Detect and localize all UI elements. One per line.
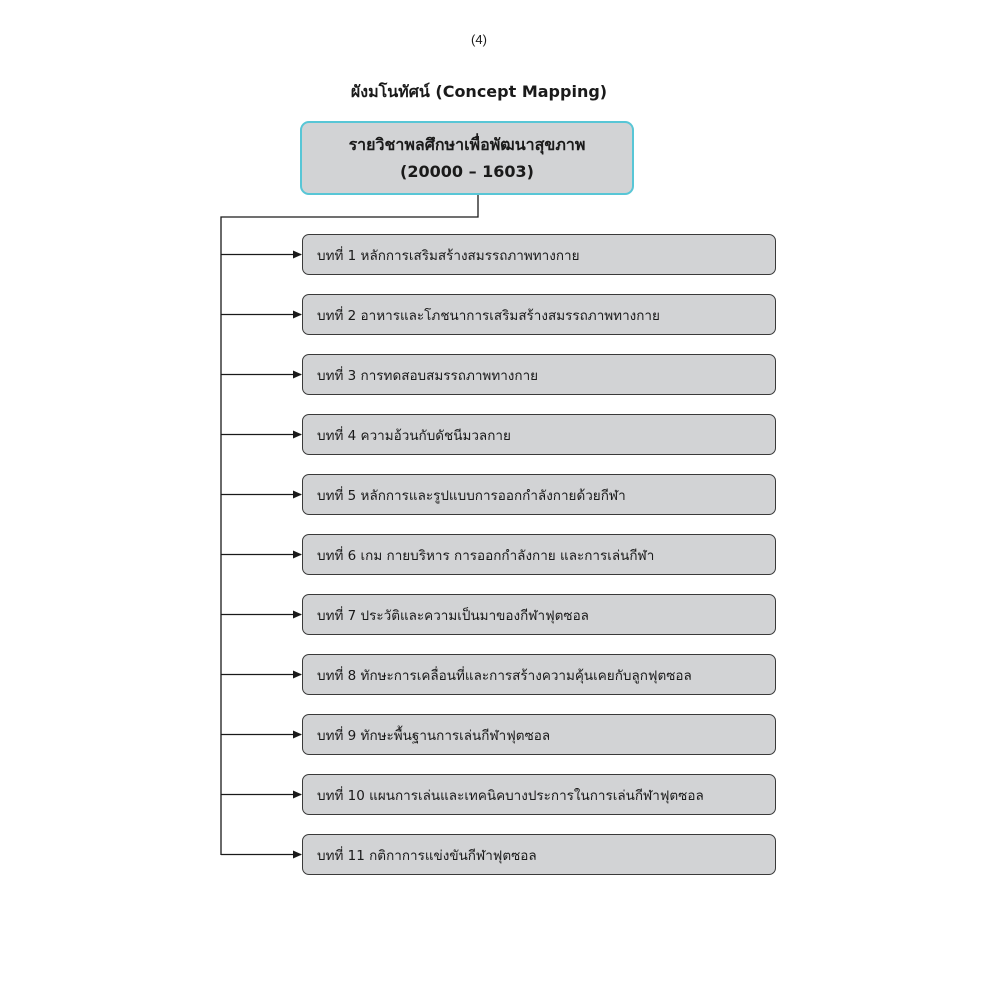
chapter-label: บทที่ 9 ทักษะพื้นฐานการเล่นกีฬาฟุตซอล — [317, 727, 551, 744]
chapter-label: บทที่ 4 ความอ้วนกับดัชนีมวลกาย — [317, 427, 511, 444]
chapter-label: บทที่ 5 หลักการและรูปแบบการออกกำลังกายด้วยกีฬา — [317, 487, 626, 504]
root-title: รายวิชาพลศึกษาเพื่อพัฒนาสุขภาพ — [348, 135, 586, 154]
chapter-label: บทที่ 3 การทดสอบสมรรถภาพทางกาย — [317, 367, 539, 384]
root-code: (20000 – 1603) — [400, 162, 534, 181]
chapter-box-3 — [302, 354, 776, 395]
chapter-box-10 — [302, 774, 776, 815]
chapter-box-6 — [302, 534, 776, 575]
chapter-box-7 — [302, 594, 776, 635]
page-number: (4) — [471, 32, 487, 47]
chapter-label: บทที่ 8 ทักษะการเคลื่อนที่และการสร้างความคุ้นเคยกับลูกฟุตซอล — [317, 667, 692, 684]
chapter-label: บทที่ 7 ประวัติและความเป็นมาของกีฬาฟุตซอล — [317, 607, 589, 624]
chapter-box-5 — [302, 474, 776, 515]
chapter-box-9 — [302, 714, 776, 755]
arrows-group — [221, 255, 301, 855]
chapter-box-11 — [302, 834, 776, 875]
chapter-label: บทที่ 1 หลักการเสริมสร้างสมรรถภาพทางกาย — [317, 247, 580, 264]
chapter-box-2 — [302, 294, 776, 335]
chapter-box-8 — [302, 654, 776, 695]
chapter-label: บทที่ 10 แผนการเล่นและเทคนิคบางประการในการเล่นกีฬาฟุตซอล — [317, 787, 704, 804]
page-title: ผังมโนทัศน์ (Concept Mapping) — [350, 82, 608, 101]
chapter-label: บทที่ 2 อาหารและโภชนาการเสริมสร้างสมรรถภาพทางกาย — [317, 307, 660, 324]
chapter-label: บทที่ 11 กติกาการแข่งขันกีฬาฟุตซอล — [317, 847, 537, 864]
chapter-label: บทที่ 6 เกม กายบริหาร การออกกำลังกาย และการเล่นกีฬา — [317, 547, 655, 564]
chapter-box-1 — [302, 234, 776, 275]
chapter-box-4 — [302, 414, 776, 455]
